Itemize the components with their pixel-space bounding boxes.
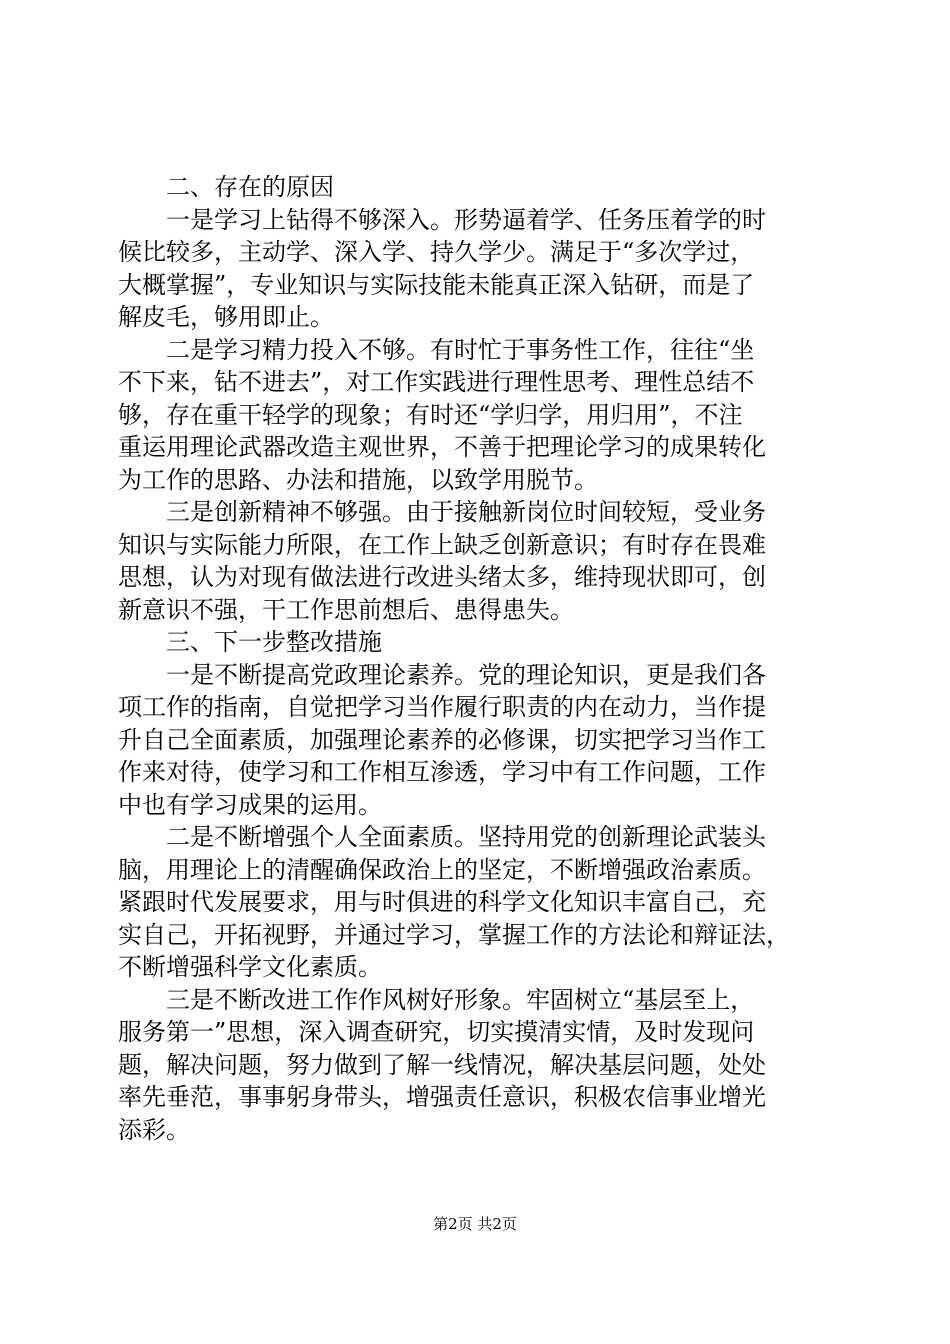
text-line: 服务第一”思想，深入调查研究，切实摸清实情，及时发现问 (118, 1018, 755, 1046)
text-line: 脑，用理论上的清醒确保政治上的坚定，不断增强政治素质。 (118, 855, 766, 884)
text-line: 项工作的指南，自觉把学习当作履行职责的内在动力，当作提 (118, 693, 766, 721)
text-line: 重运用理论武器改造主观世界，不善于把理论学习的成果转化 (118, 433, 766, 461)
text-line: 中也有学习成果的运用。 (118, 790, 382, 819)
text-line: 思想，认为对现有做法进行改进头绪太多，维持现状即可，创 (118, 563, 766, 591)
text-line: 为工作的思路、办法和措施，以致学用脱节。 (118, 465, 598, 494)
text-line: 够，存在重干轻学的现象；有时还“学归学，用归用”，不注 (118, 400, 743, 429)
text-line: 作来对待，使学习和工作相互渗透，学习中有工作问题，工作 (118, 758, 766, 786)
page-footer: 第2页 共2页 (433, 1215, 517, 1233)
text-line: 添彩。 (118, 1115, 190, 1144)
text-line: 二、存在的原因 (118, 173, 334, 201)
text-line: 率先垂范，事事躬身带头，增强责任意识，积极农信事业增光 (118, 1083, 766, 1111)
text-line: 不下来，钻不进去”，对工作实践进行理性思考、理性总结不 (118, 368, 755, 396)
text-line: 实自己，开拓视野，并通过学习，掌握工作的方法论和辩证法， (118, 920, 790, 949)
document-body (118, 171, 833, 1146)
text-line: 三、下一步整改措施 (118, 628, 382, 656)
text-line: 候比较多，主动学、深入学、持久学少。满足于“多次学过， (118, 238, 755, 266)
text-line: 二是不断增强个人全面素质。坚持用党的创新理论武装头 (118, 823, 766, 851)
text-line: 知识与实际能力所限，在工作上缺乏创新意识；有时存在畏难 (118, 530, 766, 559)
text-line: 一是学习上钻得不够深入。形势逼着学、任务压着学的时 (118, 205, 766, 234)
text-line: 紧跟时代发展要求，用与时俱进的科学文化知识丰富自己，充 (118, 888, 766, 916)
text-line: 二是学习精力投入不够。有时忙于事务性工作，往往“坐 (118, 335, 755, 364)
text-line: 解皮毛，够用即止。 (118, 303, 334, 331)
text-line: 三是不断改进工作作风树好形象。牢固树立“基层至上， (118, 985, 755, 1014)
text-line: 题，解决问题，努力做到了解一线情况，解决基层问题，处处 (118, 1050, 766, 1079)
text-line: 大概掌握”，专业知识与实际技能未能真正深入钻研，而是了 (118, 270, 755, 299)
text-line: 不断增强科学文化素质。 (118, 953, 382, 981)
text-line: 升自己全面素质，加强理论素养的必修课，切实把学习当作工 (118, 725, 766, 754)
text-line: 一是不断提高党政理论素养。党的理论知识，更是我们各 (118, 660, 766, 689)
text-line: 三是创新精神不够强。由于接触新岗位时间较短，受业务 (118, 498, 766, 526)
text-line: 新意识不强，干工作思前想后、患得患失。 (118, 595, 574, 624)
